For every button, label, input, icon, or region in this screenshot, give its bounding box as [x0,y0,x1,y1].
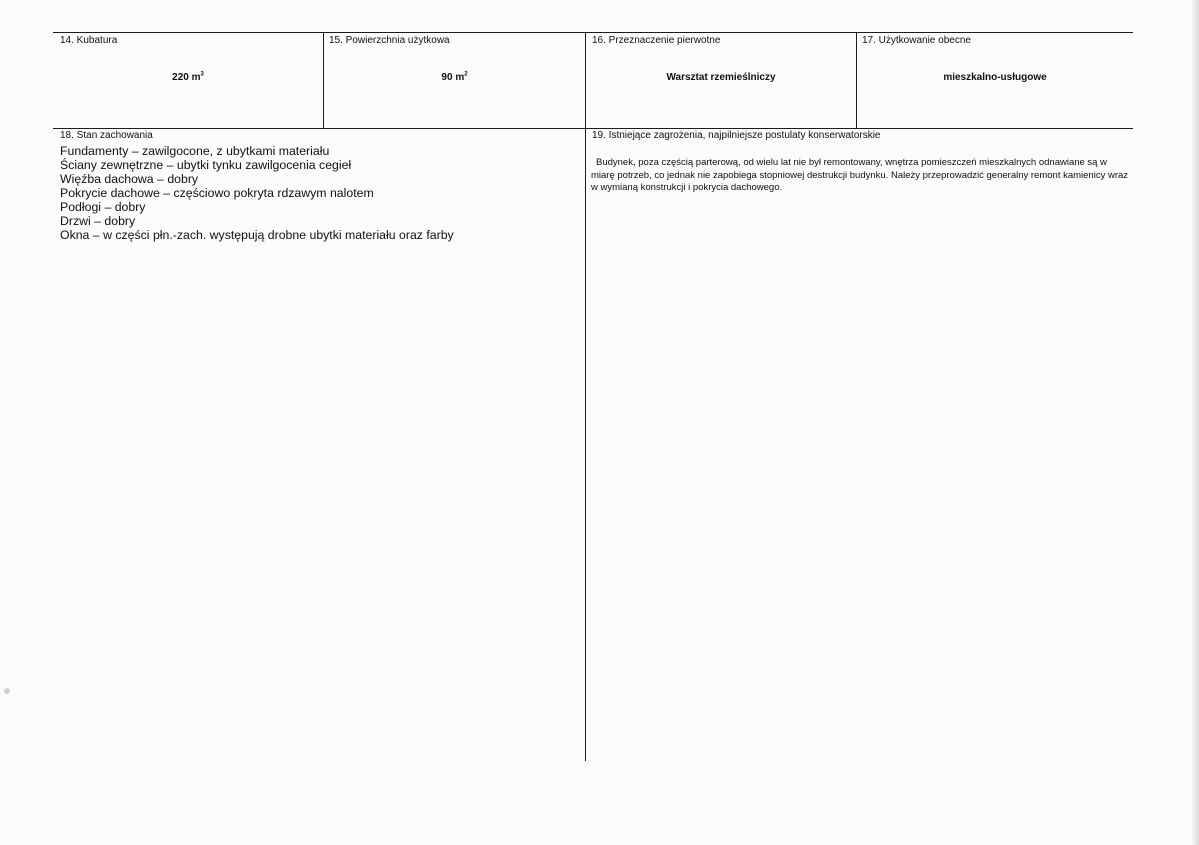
table-row-divider [53,128,1133,129]
field-19-label: 19. Istniejące zagrożenia, najpilniejsze postulaty konserwatorskie [592,130,881,141]
condition-item: Pokrycie dachowe – częściowo pokryta rdzawym nalotem [60,186,374,200]
condition-item: Więźba dachowa – dobry [60,172,199,186]
field-14-unit-exponent: 3 [200,71,204,78]
condition-item: Ściany zewnętrzne – ubytki tynku zawilgocenia cegieł [60,158,352,172]
field-17-value: mieszkalno-usługowe [943,72,1047,83]
condition-item: Podłogi – dobry [60,200,146,214]
col-divider-2 [585,32,586,761]
field-15-unit-exponent: 2 [464,71,468,78]
scan-shadow-edge [1191,0,1199,845]
field-14-value [53,72,323,84]
threats-description: Budynek, poza częścią parterową, od wielu lat nie był remontowany, wnętrza pomieszczeń mieszkalnych odnawiane są w miarę potrzeb, co jednak nie zapobiega stopniowej destrukcji budynku. Należy przeprowadzić generalny remont kamienicy wraz w wymianą konstrukcji i pokrycia dachowego. [591,157,1129,193]
field-15-value [324,72,585,84]
field-17-label: 17. Użytkowanie obecne [862,35,971,46]
field-15-value-text: 90 m [441,72,465,83]
field-18-label: 18. Stan zachowania [60,130,153,141]
condition-list [60,144,580,242]
field-16-value: Warsztat rzemieślniczy [666,72,776,83]
condition-item: Fundamenty – zawilgocone, z ubytkami materiału [60,144,330,158]
condition-item: Drzwi – dobry [60,214,136,228]
scan-artifact [4,688,10,694]
field-14-label: 14. Kubatura [60,35,118,46]
field-16-label: 16. Przeznaczenie pierwotne [592,35,721,46]
table-top-border [53,32,1133,33]
condition-item: Okna – w części płn.-zach. występują drobne ubytki materiału oraz farby [60,228,454,242]
field-14-value-text: 220 m [172,72,201,83]
field-15-label: 15. Powierzchnia użytkowa [329,35,450,46]
